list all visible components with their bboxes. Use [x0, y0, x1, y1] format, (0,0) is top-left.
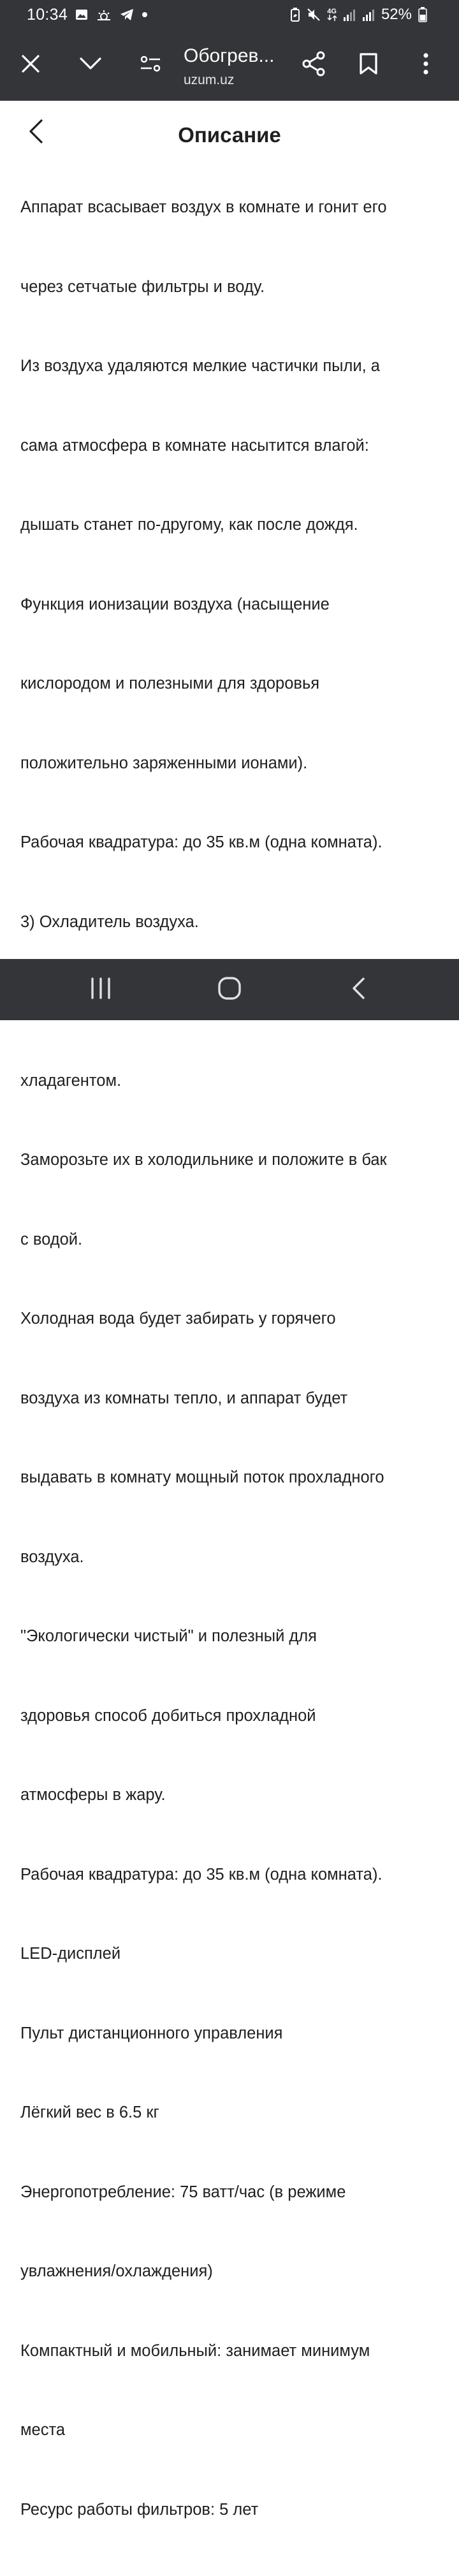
network-type-label: 4G	[327, 8, 337, 15]
description-line: Функция ионизации воздуха (насыщение	[20, 595, 330, 613]
description-line: воздуха из комнаты тепло, и аппарат будет	[20, 1389, 348, 1407]
description-line: "Экологически чистый" и полезный для	[20, 1627, 317, 1645]
status-bar	[0, 0, 459, 29]
description-text	[20, 142, 441, 2576]
recent-apps-button[interactable]	[80, 972, 121, 1007]
tune-icon	[140, 55, 161, 76]
weather-icon	[96, 9, 112, 20]
home-icon	[217, 976, 242, 1004]
description-scroll-area[interactable]	[0, 165, 459, 2519]
status-left	[27, 0, 148, 29]
system-nav-bar	[0, 959, 459, 1020]
battery-saver-icon	[290, 8, 300, 22]
more-options-button[interactable]	[408, 47, 444, 83]
share-button[interactable]	[296, 47, 332, 83]
description-line: места	[20, 2421, 66, 2439]
battery-percent: 52%	[381, 6, 412, 23]
dot-icon	[142, 11, 148, 18]
signal-icon	[343, 8, 356, 21]
status-right	[290, 0, 427, 29]
more-vert-icon	[423, 53, 429, 78]
description-line: Холодная вода будет забирать у горячего	[20, 1310, 336, 1328]
description-line: Ресурс работы фильтров: 5 лет	[20, 2500, 259, 2519]
description-line: LED-дисплей	[20, 1945, 121, 1963]
gallery-icon	[75, 9, 88, 20]
signal-icon	[362, 8, 375, 21]
nav-back-button[interactable]	[338, 972, 379, 1007]
description-line: увлажнения/охлаждения)	[20, 2262, 213, 2280]
chevron-down-icon	[79, 56, 102, 75]
description-line: сама атмосфера в комнате насытится влагой:	[20, 436, 369, 455]
nav-back-icon	[351, 977, 366, 1003]
description-line: Компактный и мобильный: занимает минимум	[20, 2341, 370, 2360]
description-line: через сетчатые фильтры и воду.	[20, 277, 265, 296]
description-line: Аппарат всасывает воздух в комнате и гонит его	[20, 198, 387, 216]
tab-title: Обогрев...	[184, 45, 275, 66]
status-time: 10:34	[27, 5, 68, 24]
description-line: Заморозьте их в холодильнике и положите в бак	[20, 1151, 387, 1169]
description-line: Энергопотребление: 75 ватт/час (в режиме	[20, 2183, 346, 2201]
recent-apps-icon	[89, 977, 112, 1002]
minimize-button[interactable]	[73, 47, 108, 83]
mute-icon	[307, 8, 321, 22]
network-type-icon	[327, 8, 337, 21]
description-line: хладагентом.	[20, 1071, 122, 1090]
close-button[interactable]	[13, 47, 48, 83]
description-line: Из воздуха удаляются мелкие частички пыли, а	[20, 357, 380, 375]
browser-toolbar	[0, 29, 459, 101]
page-title: Описание	[178, 123, 281, 147]
description-line: воздуха.	[20, 1548, 84, 1566]
telegram-icon	[120, 8, 134, 21]
description-line: Рабочая квадратура: до 35 кв.м (одна комната).	[20, 833, 382, 851]
description-line: выдавать в комнату мощный поток прохладного	[20, 1468, 384, 1486]
description-line: дышать станет по-другому, как после дождя.	[20, 516, 358, 534]
description-line: здоровья способ добиться прохладной	[20, 1706, 316, 1725]
description-line: Рабочая квадратура: до 35 кв.м (одна комната).	[20, 1865, 382, 1884]
description-line: атмосферы в жару.	[20, 1786, 166, 1804]
bookmark-icon	[359, 52, 378, 78]
battery-icon	[418, 7, 427, 22]
close-icon	[21, 54, 40, 77]
share-icon	[302, 51, 326, 80]
description-line: 3) Охладитель воздуха.	[20, 912, 199, 931]
page-info[interactable]	[184, 45, 286, 88]
tab-url: uzum.uz	[184, 73, 235, 87]
bookmark-button[interactable]	[351, 47, 386, 83]
description-line: положительно заряженными ионами).	[20, 754, 308, 772]
home-button[interactable]	[209, 972, 250, 1007]
description-line: с водой.	[20, 1230, 83, 1248]
description-line: Пульт дистанционного управления	[20, 2024, 283, 2042]
description-line: Лёгкий вес в 6.5 кг	[20, 2104, 159, 2121]
description-line: кислородом и полезными для здоровья	[20, 675, 320, 692]
site-settings-button[interactable]	[133, 47, 168, 83]
